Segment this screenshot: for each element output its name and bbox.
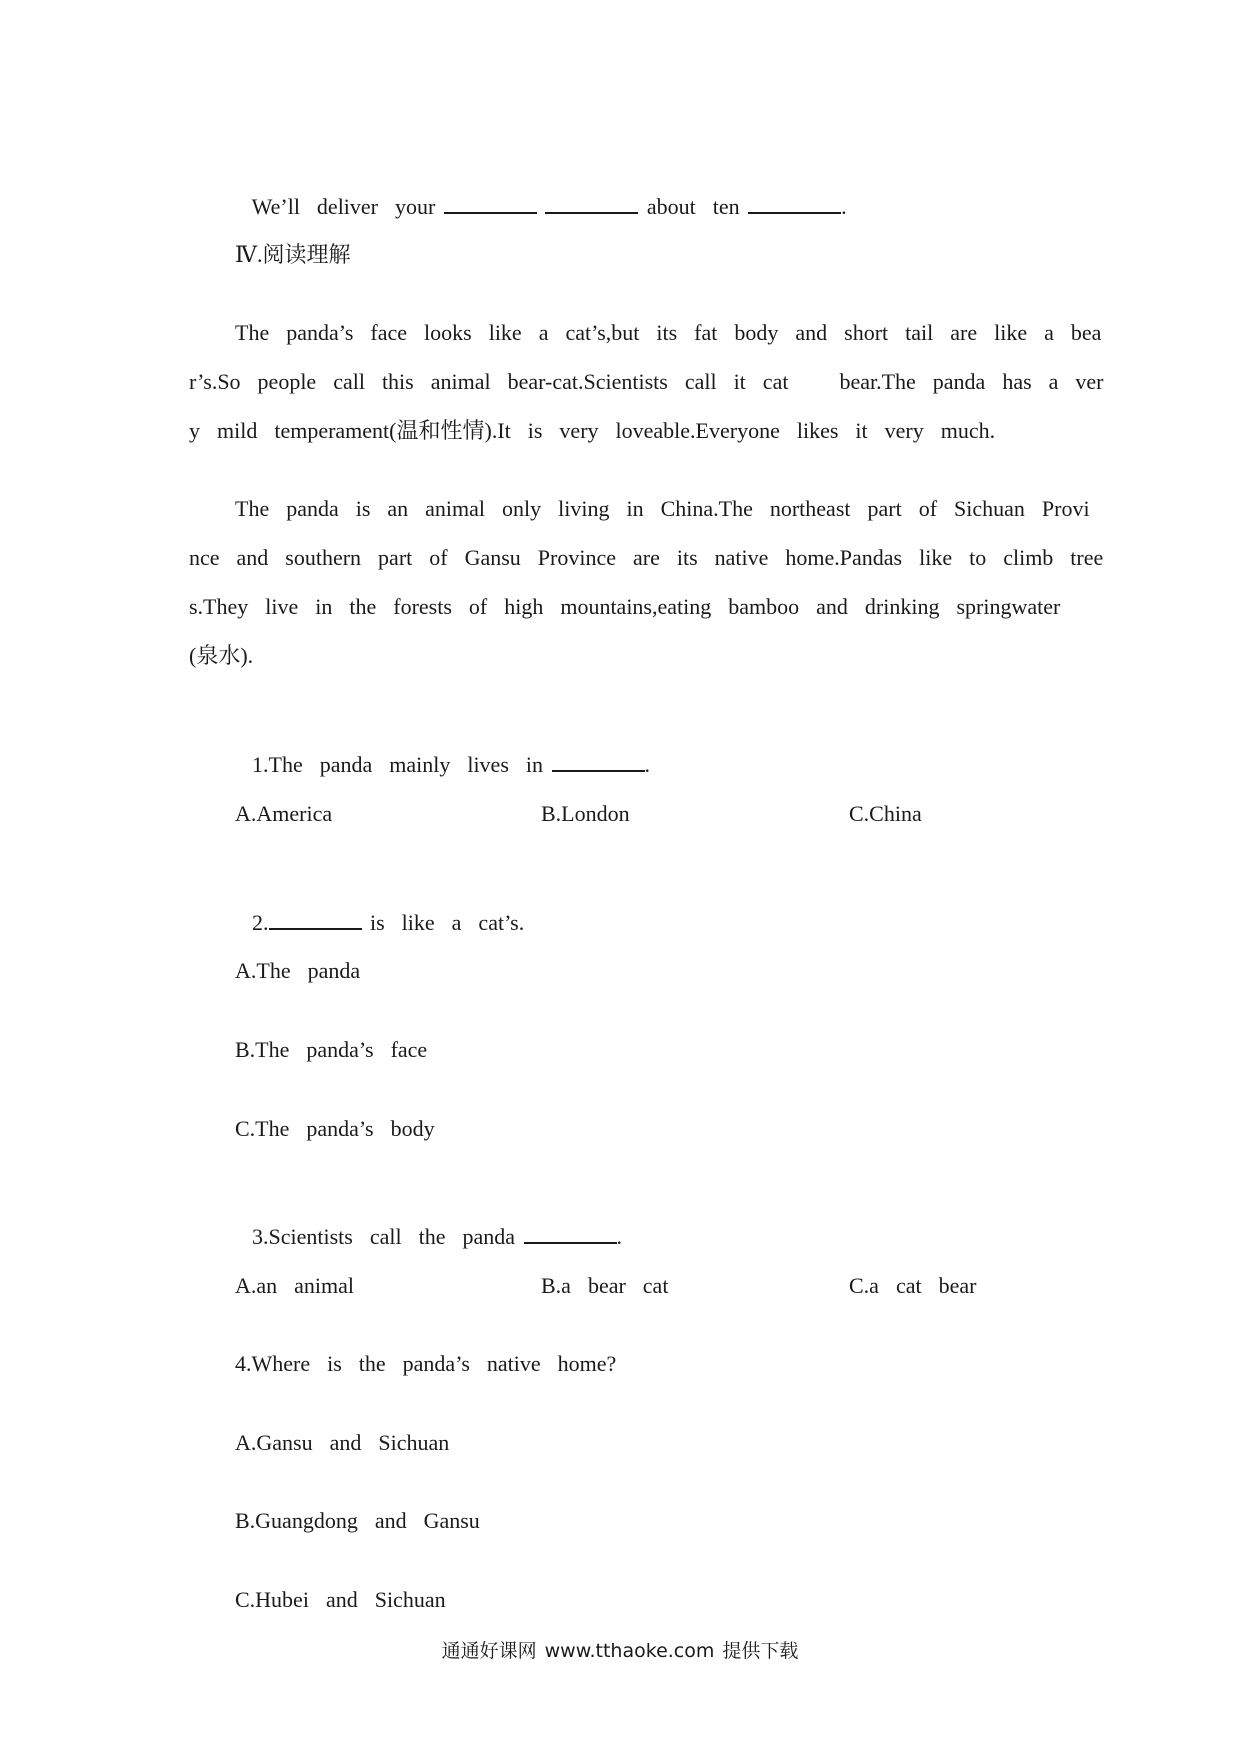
- question-stem: .: [644, 752, 650, 777]
- page-footer: 通通好课网 www.tthaoke.com 提供下载: [441, 1640, 799, 1662]
- question-1: [235, 720, 650, 780]
- question-stem: .: [616, 1224, 622, 1249]
- q2-option-b: B.The panda’s face: [235, 1037, 428, 1062]
- answer-blank: [545, 194, 638, 214]
- passage-p1-line-1: The panda’s face looks like a cat’s,but its fat body and short tail are like a bea: [235, 320, 1102, 345]
- answer-blank: [552, 752, 645, 772]
- section-header: Ⅳ.阅读理解: [235, 242, 351, 267]
- q1-option-a: A.America: [235, 801, 333, 826]
- question-stem: is like a cat’s.: [361, 910, 525, 935]
- question-2: [235, 878, 524, 938]
- answer-blank: [524, 1224, 617, 1244]
- answer-blank: [444, 194, 537, 214]
- q1-option-b: B.London: [541, 801, 630, 826]
- question-4: 4.Where is the panda’s native home?: [235, 1351, 617, 1376]
- question-stem: 1.The panda mainly lives in: [252, 752, 552, 777]
- passage-p2-line-2: nce and southern part of Gansu Province are its native home.Pandas like to climb tree: [189, 545, 1104, 570]
- prev-question-text-1: We’ll deliver your: [251, 194, 444, 219]
- q1-option-c: C.China: [849, 801, 922, 826]
- question-stem: 3.Scientists call the panda: [252, 1224, 524, 1249]
- q4-option-b: B.Guangdong and Gansu: [235, 1508, 480, 1533]
- passage-p2-line-4: (泉水).: [189, 643, 254, 668]
- q4-option-c: C.Hubei and Sichuan: [235, 1587, 446, 1612]
- q3-option-c: C.a cat bear: [849, 1273, 977, 1298]
- passage-p2-line-3: s.They live in the forests of high mountains,eating bamboo and drinking springwater: [189, 594, 1061, 619]
- answer-blank: [748, 194, 841, 214]
- q3-option-a: A.an animal: [235, 1273, 355, 1298]
- passage-p1-line-3: y mild temperament(温和性情).It is very loveable.Everyone likes it very much.: [189, 418, 996, 443]
- prev-question-text-2: about ten: [638, 194, 749, 219]
- q2-option-c: C.The panda’s body: [235, 1116, 435, 1141]
- passage-p1-line-2: r’s.So people call this animal bear-cat.Scientists call it cat bear.The panda has a ver: [189, 369, 1104, 394]
- answer-blank: [269, 910, 362, 930]
- prev-question-line: [235, 162, 847, 222]
- prev-question-text-3: .: [841, 194, 847, 219]
- q2-option-a: A.The panda: [235, 958, 361, 983]
- passage-p2-line-1: The panda is an animal only living in China.The northeast part of Sichuan Provi: [235, 496, 1090, 521]
- q4-option-a: A.Gansu and Sichuan: [235, 1430, 450, 1455]
- q3-option-b: B.a bear cat: [541, 1273, 669, 1298]
- question-3: [235, 1192, 622, 1252]
- question-stem: 2.: [252, 910, 269, 935]
